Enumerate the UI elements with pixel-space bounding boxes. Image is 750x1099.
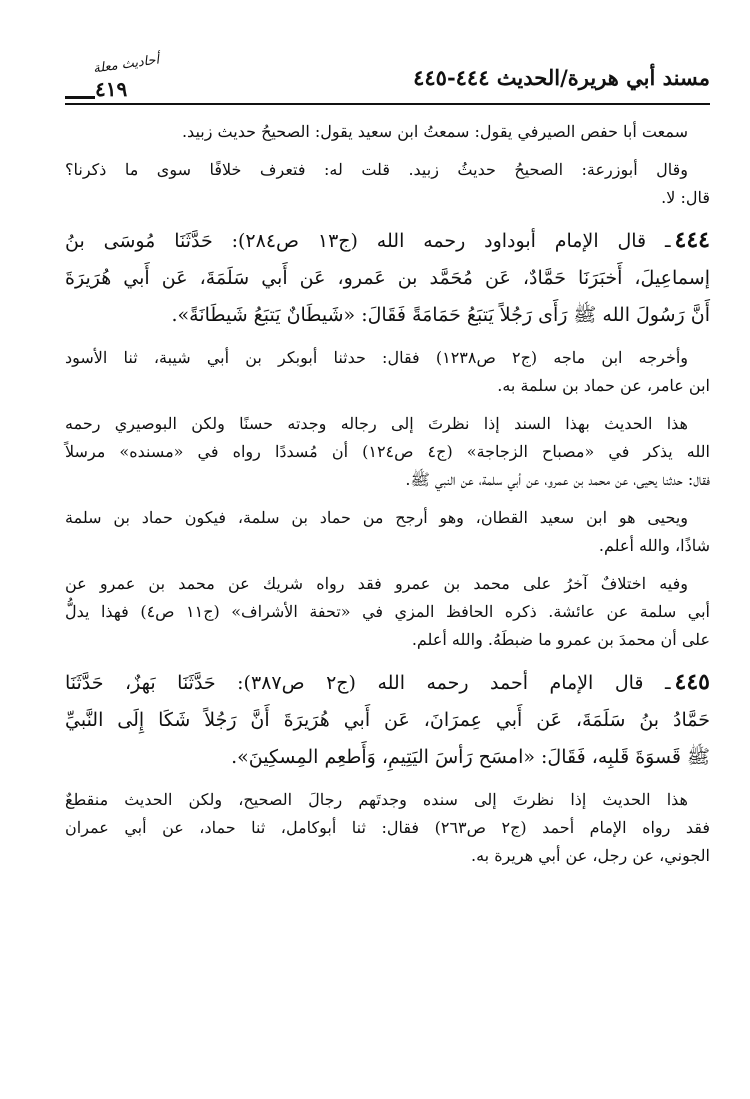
paragraph bbox=[65, 786, 710, 870]
handwritten-margin-note: أحاديث معلة bbox=[92, 52, 161, 77]
paragraph bbox=[65, 118, 710, 146]
running-title: مسند أبي هريرة/الحديث ٤٤٤-٤٤٥ bbox=[413, 65, 710, 90]
text-line: إسماعِيلَ، أَخبَرَنَا حَمَّادٌ، عَن مُحَمَّد بن عَمرو، عَن أَبي سَلَمَةَ، عَن أَبي هُرَيرَةَ bbox=[65, 267, 710, 289]
text-line: ﷺ قَسوَةَ قَلبِه، فَقَالَ: «امسَح رَأسَ اليَتِيمِ، وَأَطعِم المِسكِينَ». bbox=[231, 746, 710, 768]
text-line: ويحيى هو ابن سعيد القطان، وهو أرجح من حماد بن سلمة، فيكون حماد بن سلمة bbox=[65, 508, 688, 527]
hadith-entry bbox=[65, 664, 710, 776]
text-line: قال: لا. bbox=[661, 188, 710, 207]
text-line: الجوني، عن رجل، عن أبي هريرة به. bbox=[470, 846, 710, 865]
page-number-underline bbox=[65, 96, 95, 99]
text-line: أبي سلمة عن عائشة. ذكره الحافظ المزي في «تحفة الأشراف» (ج١١ ص٤) فهذا يدلُّ bbox=[65, 602, 710, 621]
text-line: حَمَّادُ بنُ سَلَمَةَ، عَن أَبي عِمرَانَ، عَن أَبي هُرَيرَةَ أَنَّ رَجُلاً شَكَا إِلَى النَّبيِّ bbox=[65, 709, 710, 731]
hadith-number: ٤٤٤ bbox=[674, 227, 710, 253]
hadith-text: ـ قال الإمام أبوداود رحمه الله (ج١٣ ص٢٨٤): حَدَّثَنَا مُوسَى بنُ bbox=[65, 230, 671, 252]
paragraph bbox=[65, 156, 710, 212]
text-line: أَنَّ رَسُولَ الله ﷺ رَأَى رَجُلاً يَتبَعُ حَمَامَةً فَقَالَ: «شَيطَانٌ يَتبَعُ شَيطَانَةً». bbox=[171, 304, 710, 326]
text-line: فقال: حدثنا يحيى، عن محمد بن عمرو، عن أبي سلمة، عن النبي ﷺ. bbox=[405, 470, 710, 489]
paragraph bbox=[65, 410, 710, 494]
hadith-text: ـ قال الإمام أحمد رحمه الله (ج٢ ص٣٨٧): حَدَّثَنَا بَهزٌ، حَدَّثَنَا bbox=[65, 672, 671, 694]
text-line: فقد رواه الإمام أحمد (ج٢ ص٢٦٣) فقال: ثنا أبوكامل، ثنا حماد، عن أبي عمران bbox=[65, 818, 711, 837]
page-body bbox=[65, 118, 710, 880]
paragraph bbox=[65, 344, 710, 400]
text-line bbox=[65, 222, 710, 260]
paragraph bbox=[65, 570, 710, 654]
text-line: على أن محمدَ بن عمرو ما ضبطَهُ. والله أعلم. bbox=[411, 630, 710, 649]
text-line: ابن عامر، عن حماد بن سلمة به. bbox=[497, 376, 710, 395]
text-line bbox=[65, 664, 710, 702]
hadith-entry bbox=[65, 222, 710, 334]
text-line: وأخرجه ابن ماجه (ج٢ ص١٢٣٨) فقال: حدثنا أبوبكر بن أبي شيبة، ثنا الأسود bbox=[65, 348, 689, 367]
page-header bbox=[65, 52, 710, 105]
text-line: هذا الحديث إذا نظرتَ إلى سنده وجدتَهم رجالَ الصحيح، ولكن الحديث منقطعٌ bbox=[65, 790, 688, 809]
text-line: وقال أبوزرعة: الصحيحُ حديثُ زبيد. قلت له: فتعرف خلافًا سوى ما ذكرنا؟ bbox=[65, 160, 688, 179]
paragraph bbox=[65, 504, 710, 560]
text-line: سمعت أبا حفص الصيرفي يقول: سمعتُ ابن سعيد يقول: الصحيحُ حديث زبيد. bbox=[181, 122, 688, 141]
text-line: هذا الحديث بهذا السند إذا نظرتَ إلى رجاله وجدته حسنًا ولكن البوصيري رحمه bbox=[65, 414, 688, 433]
page-number: ٤١٩ bbox=[95, 77, 128, 101]
text-line: الله يذكر في «مصباح الزجاجة» (ج٤ ص١٢٤) أن مُسددًا رواه في «مسنده» مرسلاً bbox=[65, 442, 710, 461]
text-line: شاذًا، والله أعلم. bbox=[598, 536, 710, 555]
text-line: وفيه اختلافٌ آخرُ على محمد بن عمرو فقد رواه شريك عن محمد بن عمرو عن bbox=[65, 574, 688, 593]
hadith-number: ٤٤٥ bbox=[674, 669, 710, 695]
